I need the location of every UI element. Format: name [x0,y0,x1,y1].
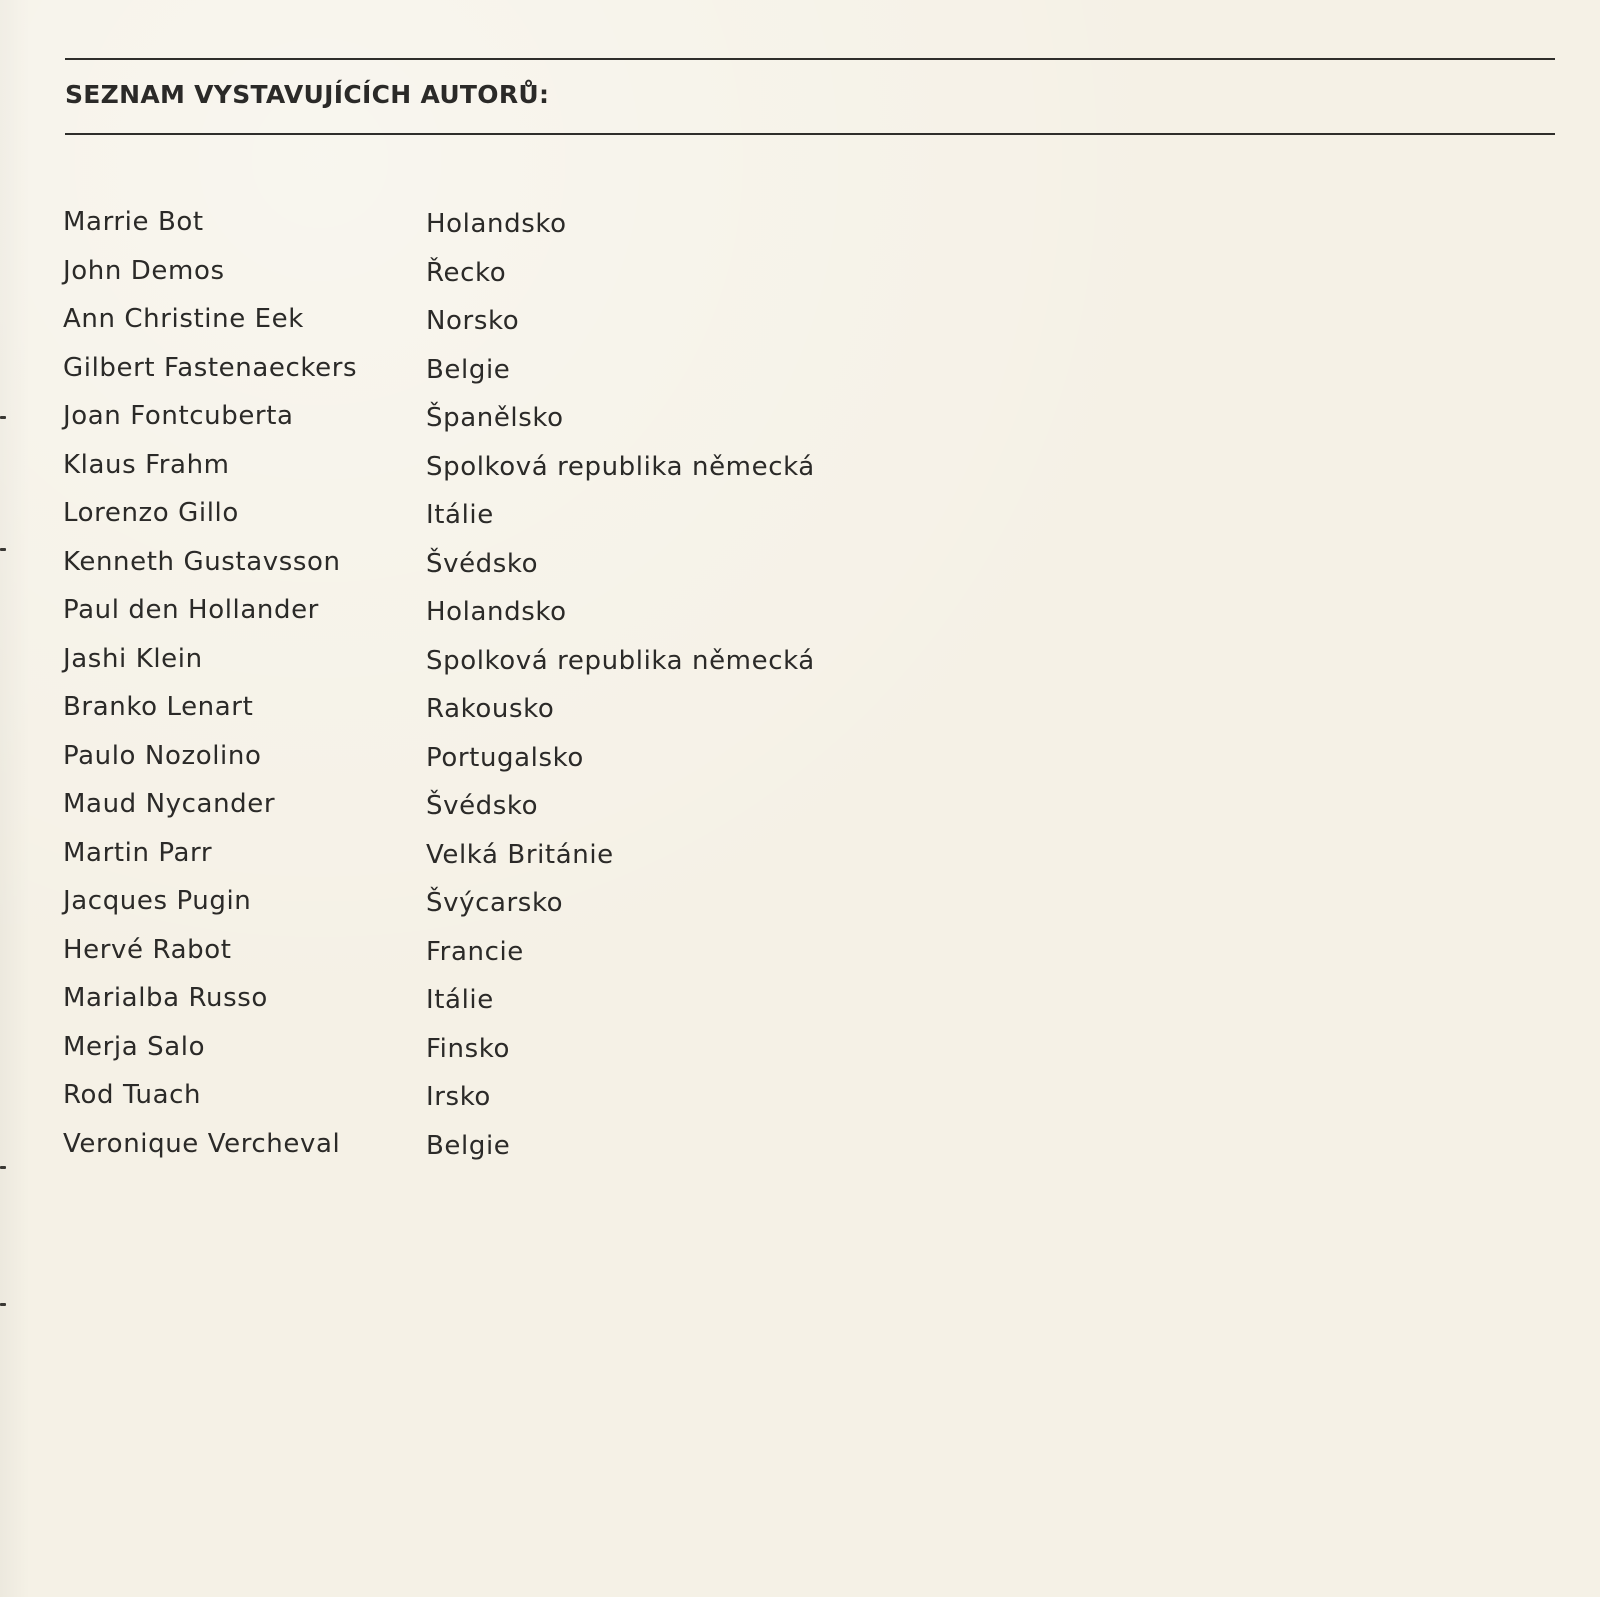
author-row [63,639,883,688]
author-country: Rakousko [426,694,555,724]
binding-mark [0,416,6,419]
author-country: Švédsko [426,548,539,579]
author-row [63,1075,883,1124]
author-country: Irsko [426,1082,491,1112]
author-name: Joan Fontcuberta [63,401,294,431]
author-name: Rod Tuach [63,1080,202,1110]
author-row [63,202,883,251]
author-row [63,736,883,785]
author-country: Holandsko [426,597,567,627]
author-country: Spolková republika německá [426,645,815,676]
author-list [63,202,883,1172]
author-country: Švýcarsko [426,888,564,918]
author-country: Itálie [426,500,494,530]
author-country: Holandsko [426,209,567,239]
author-name: Jacques Pugin [63,886,252,916]
author-country: Norsko [426,306,520,336]
binding-mark [0,1166,6,1169]
author-country: Finsko [426,1033,510,1064]
author-name: Ann Christine Eek [63,304,304,334]
author-row [63,881,883,930]
author-country: Belgie [426,1130,511,1161]
author-country: Švédsko [426,791,539,821]
author-name: Maud Nycander [63,789,276,819]
author-name: Lorenzo Gillo [63,498,239,528]
author-country: Řecko [426,257,507,288]
author-name: Jashi Klein [63,643,203,674]
author-name: Marrie Bot [63,207,204,237]
author-name: Veronique Vercheval [63,1128,341,1159]
author-row [63,299,883,348]
binding-mark [0,1303,6,1306]
author-name: Merja Salo [63,1031,206,1062]
author-row [63,784,883,833]
bottom-rule [65,133,1555,135]
author-row [63,1124,883,1173]
author-name: Hervé Rabot [63,934,232,965]
author-country: Itálie [426,985,494,1015]
author-row [63,930,883,979]
list-heading: SEZNAM VYSTAVUJÍCÍCH AUTORŮ: [65,80,550,109]
author-name: Marialba Russo [63,983,268,1013]
author-row [63,493,883,542]
author-row [63,590,883,639]
author-row [63,687,883,736]
author-name: Branko Lenart [63,692,254,722]
author-name: Paul den Hollander [63,595,319,625]
author-country: Spolková republika německá [426,451,815,482]
author-row [63,1027,883,1076]
author-name: Paulo Nozolino [63,740,262,771]
author-country: Belgie [426,354,511,385]
top-rule [65,58,1555,60]
author-row [63,833,883,882]
author-name: Gilbert Fastenaeckers [63,352,358,383]
author-country: Francie [426,936,524,967]
author-country: Velká Británie [426,839,614,870]
author-name: Klaus Frahm [63,449,230,480]
author-row [63,445,883,494]
author-name: Kenneth Gustavsson [63,546,341,577]
author-name: Martin Parr [63,837,213,868]
author-country: Španělsko [426,403,564,433]
author-name: John Demos [63,255,225,286]
author-country: Portugalsko [426,742,584,773]
author-row [63,542,883,591]
binding-mark [0,548,6,551]
author-row [63,396,883,445]
author-row [63,978,883,1027]
author-row [63,348,883,397]
author-row [63,251,883,300]
